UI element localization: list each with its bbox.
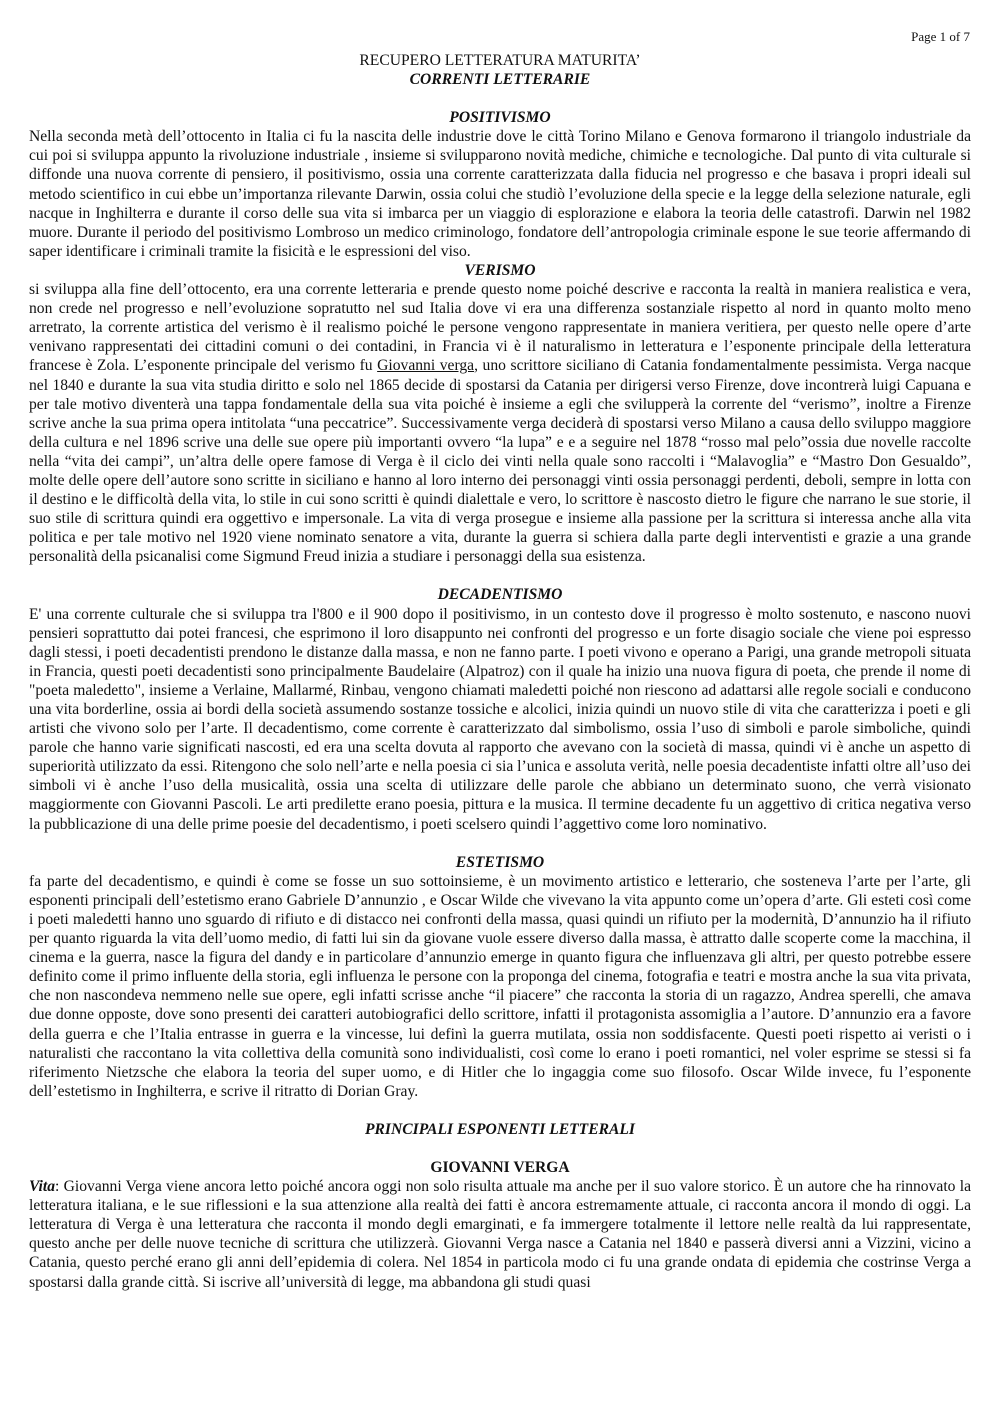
- decadentismo-text: E' una corrente culturale che si sviluppa tra l'800 e il 900 dopo il positivismo, in un contesto dove il progresso è molto sostenuto, e nascono nuovi pensieri soprattutto dai potei francesi, che esprimono il loro disappunto nei confronti del progresso e un forte disagio sociale che viene poi espresso dagli stessi, i poeti decadentisti prendono le distanze dalla massa, e non ne fanno parte. I poeti vivono e operano a Parigi, una grande metropoli situata in Francia, questi poeti decadentisti sono principalmente Baudelaire (Alpatroz) con il quale ha inizio una nuova figura di poeta, che prende il nome di "poeta maledetto", insieme a Verlaine, Mallarmé, Rinbau, vengono chiamati maledetti poiché non riescono ad adattarsi alle regole sociali e conducono una vita borderline, ossia ai bordi della società assumendo sostanze tossiche e alcolici, inizia quindi un nuovo stile di vita che caratterizza i poeti e gli artisti che vivono solo per l’arte. Il decadentismo, come corrente è caratterizzato dal simbolismo, ossia l’uso di simboli e parole simboliche, quindi parole che hanno varie significati nascosti, ed era una scelta dovuta al rapporto che avevano con la società di massa, quindi vi è anche un aspetto di superiorità utilizzato da essi. Ritengono che solo nell’arte e nella poesia ci sia l’unica e assoluta verità, nelle poesia decadentiste infatti oltre all’uso dei simboli vi è anche l’uso della musicalità, ossia una scelta di utilizzare delle parole che abbiano un determinato suono, che verrà visionato maggiormente con Giovanni Pascoli. Le arti predilette erano poesia, pittura e la musica. Il termine decadente fu un aggettivo di critica negativa verso la pubblicazione di una delle prime poesie del decadentismo, i poeti scelsero quindi l’aggettivo come loro nominativ: [29, 605, 971, 833]
- page-number: Page 1 of 7: [911, 29, 970, 44]
- section-text-giovanni-verga: [29, 1177, 971, 1292]
- document-title: RECUPERO LETTERATURA MATURITA’: [359, 52, 641, 69]
- section-heading-decadentismo: DECADENTISMO: [437, 586, 563, 604]
- document-subtitle: CORRENTI LETTERARIE: [409, 71, 591, 89]
- section-heading-estetismo: ESTETISMO: [455, 853, 545, 871]
- verismo-text-part-1: si sviluppa alla fine dell’ottocento, era una corrente letteraria e prende questo nome poiché descrive e racconta la realtà in maniera realistica e vera, non crede nel progresso e nell’evoluzione sopratutto nel sud Italia dove vi era una differenza sostanziale rispetto al nord in quanto molto meno arretrato, la corrente artistica del verismo è il realismo poiché le persone vengono rappresentate in maniera veritiera, per questo nelle opere d’arte venivano rappresentati dei cittadini comuni o dei contadini, in Francia vi è il naturalismo in letteratura e l’esponente principale della letteratura francese è Zola. L’esponente principale del verismo fu: [29, 281, 971, 375]
- verismo-text-part-2: , uno scrittore siciliano di Catania fondamentalmente pessimista. Verga nacque nel 1840 e durante la sua vita studia diritto e solo nel 1865 decide di spostarsi da Catania per dirigersi verso Firenze, dove incontrerà luigi Capuana e per tale motivo diventerà una tappa fondamentale della sua vita poiché è insieme a egli che svilupperà la corrente del “verismo”, inoltre a Firenze scrive anche la sua prima opera intitolata “una peccatrice”. Successivamente verga deciderà di spostarsi verso Milano a causa dello sviluppo maggiore della cultura e nel 1896 scrive una delle sue opere più importanti ovvero “la lupa” e e a seguire nel 1878 “rosso mal pelo”ossia due novelle raccolte nella “vita dei campi”, un’altra delle opere famose di Verga è il ciclo dei vinti nella quale sono raccolti i “Malavoglia” e “Mastro Don Gesualdo”, molte delle opere dell’autore sono scritte in siciliano e hanno al loro interno dei personaggi vinti ossia personaggi perdenti, deboli, sempre in lotta con il destino e le difficoltà della vita, lo stile in cui sono scritti è quindi dialettale e vero, lo scrittore è nascosto dietro le figure che narrano le sue storie, il suo stile di scrittura quindi era oggettivo e impersonale. La vita di verga prosegue e insieme alla passione per la scrittura si interessa anche alla vita politica e per tale motivo nel 1920 viene nominato senatore a vita, durante la guerra si schiera dalla parte degli interventisti e grazie a una grande personalità della psicanalisi come Sigmund Freud inizia a studiare i personaggi della sua esistenza.: [29, 357, 972, 566]
- decadentismo-text-end: o.: [755, 815, 767, 833]
- section-heading-giovanni-verga: GIOVANNI VERGA: [430, 1158, 570, 1176]
- vita-label: Vita: [29, 1178, 56, 1196]
- verga-text: : Giovanni Verga viene ancora letto poiché ancora oggi non solo risulta attuale ma anche per il suo valore storico. È un autore che ha rinnovato la letteratura italiana, e le sue riflessioni e la sua attenzione alla realtà dei fatti è ancora estremamente attuale, ci racconta ancora il mondo di oggi. La letteratura di Verga è una letteratura che racconta il mondo degli emarginati, e fa immergere totalmente il lettore nelle realtà da lui rappresentate, questo anche per delle nuove tecniche di scrittura che utilizzerà. Giovanni Verga nasce a Catania nel 1840 e passerà diversi anni a Vizzini, vicino a Catania, questo perché erano gli anni dell’epidemia di colera. Nel 1854 in particola modo ci fu una grande ondata di epidemia che costrinse Verga a spostarsi dalla grande città. Si iscrive all’università di legge, ma abbandona gli studi quasi: [29, 1178, 971, 1291]
- section-heading-positivismo: POSITIVISMO: [449, 109, 551, 127]
- section-text-verismo: [29, 280, 971, 566]
- giovanni-verga-link[interactable]: Giovanni verga: [377, 357, 475, 375]
- section-text-estetismo: fa parte del decadentismo, e quindi è come se fosse un suo sottoinsieme, è un movimento artistico e letterario, che sosteneva l’arte per l’arte, gli esponenti principali dell’estetismo erano Gabriele D’annunzio , e Oscar Wilde che vivevano la vita appunto come un’opera d’arte. Gli esteti così come i poeti maledetti hanno uno sguardo di rifiuto e di distacco nei confronti della massa, quasi quindi un rifiuto per la modernità, D’annunzio ha il rifiuto per quanto riguarda la vita dell’uomo medio, di fatti lui sin da giovane vuole essere diverso dalla massa, è attratto dalle scoperte come la macchina, il cinema e la guerra, nasce la figura del dandy e in particolare d’annunzio emerge in quanto figura che influenzava gli altri, per questo potrebbe essere definito come il primo influente della storia, egli influenza le persone con la proponga del cinema, fotografia e teatri e mostra anche la sua vita privata, che non nascondeva nemmeno nelle sue opere, egli infatti scrisse anche “il piacere” che racconta la storia di un ragazzo, Andrea sperelli, che amava due donne opposte, dove sono presenti dei caratteri autobiografici dello scrittore, infatti il protagonista assomiglia a l’autore. D’annunzio era a favore della guerra e che l’Italia entrasse in guerra e la vincesse, lui definì la guerra mutilata, ossia non soddisfacente. Questi poeti rispetto ai veristi o i naturalisti che raccontano la vita collettiva della comunità sono individualisti, così come lo erano i poeti romantici, nel voler esprime se stessi si fa riferimento Nietzsche che elabora la teoria del super uomo, e di Hitler che lo ingaggia come suo filosofo. Oscar Wilde invece, fu l’esponente dell’estetismo in Inghilterra, e scrive il ritratto di Dorian Gray.: [29, 872, 971, 1100]
- section-text-decadentismo: [29, 605, 971, 834]
- section-text-positivismo: Nella seconda metà dell’ottocento in Italia ci fu la nascita delle industrie dove le città Torino Milano e Genova formarono il triangolo industriale da cui poi si sviluppa appunto la rivoluzione industriale , insieme si svilupparono novità mediche, chimiche e tecnologiche. Dal punto di vita culturale si diffonde una nuova corrente di pensiero, il positivismo, ossia una corrente caratterizzata dalla fiducia nel progresso e che basava i propri ideali sul metodo scientifico in cui ebbe un’importanza rilevante Darwin, ossia colui che studiò l’evoluzione della specie e la legge della selezione naturale, egli nacque in Inghilterra e durante il corso delle sua vita si imbarca per un viaggio di esplorazione e elabora la teoria delle catastrofi. Darwin nel 1982 muore. Durante il periodo del positivismo Lombroso un medico criminologo, fondatore dell’antropologia criminale espone le sue teorie affermando di saper identificare i criminali tramite la fisicità e le espressioni del viso.: [29, 128, 971, 260]
- document-body: [29, 51, 971, 1292]
- section-heading-esponenti: PRINCIPALI ESPONENTI LETTERALI: [364, 1120, 636, 1138]
- section-heading-verismo: VERISMO: [464, 261, 536, 279]
